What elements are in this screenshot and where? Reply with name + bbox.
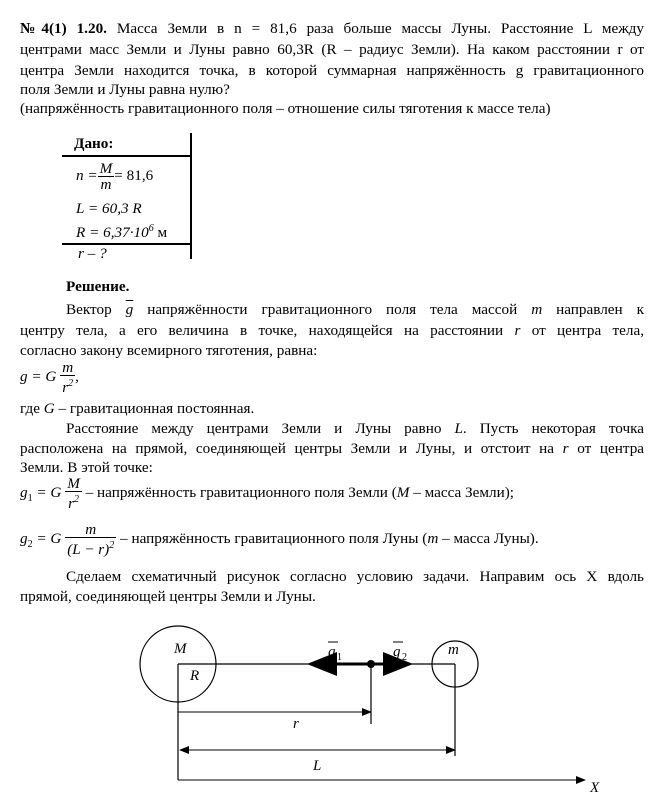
where-b: – гравитационная постоянная. <box>58 400 255 417</box>
f3-den: (L − r) <box>67 541 110 559</box>
zero-field-point <box>367 660 375 668</box>
p2-text-a: Расстояние между центрами Земли и Луны равно <box>66 420 442 437</box>
label-X: X <box>590 780 600 794</box>
p1-text-e: от центра тела, <box>531 322 645 339</box>
p2-text-c: расположена на прямой, соединяющей центры Земли и Луны, и отстоит на <box>20 440 555 457</box>
p2-text-b: . Пусть некоторая точка <box>462 420 644 437</box>
given-n <box>76 159 153 193</box>
label-M: M <box>174 641 187 657</box>
f2-lhs: g <box>20 484 28 502</box>
solution-p2-line1 <box>20 419 644 438</box>
f2-exp: 2 <box>73 494 79 505</box>
p1-r: r <box>514 322 521 339</box>
f2-M: M <box>396 484 410 502</box>
f3-m: m <box>427 530 439 547</box>
f3-num: m <box>85 520 97 538</box>
label-L: L <box>313 758 322 774</box>
f1-lhs: g = G <box>20 368 57 386</box>
f2-num: M <box>67 475 80 492</box>
p1-g-vector: $\overline{g}$ <box>125 301 134 318</box>
given-R-unit: м <box>157 224 168 242</box>
given-block <box>62 133 194 262</box>
label-g2-sub: 2 <box>402 652 407 663</box>
f1-exp: 2 <box>68 378 74 389</box>
where-G: G <box>43 400 55 417</box>
p1-text-b: напряжённости гравитационного поля тела массой <box>147 301 518 318</box>
f2-text-a: – напряжённость гравитационного поля Земли ( <box>85 484 397 502</box>
solution-p3-line2: прямой, соединяющей центры Земли и Луны. <box>20 588 316 605</box>
f3-sub: 2 <box>27 539 33 551</box>
f1-num: m <box>62 359 74 376</box>
formula-3 <box>20 520 539 564</box>
f3-text-a: – напряжённость гравитационного поля Луны ( <box>120 530 428 547</box>
f3-exp: 2 <box>109 539 115 551</box>
given-R <box>76 223 167 242</box>
where-line <box>20 399 644 418</box>
given-n-den: m <box>98 176 115 192</box>
given-R-exp: 6 <box>148 223 154 234</box>
p2-r: r <box>562 440 569 457</box>
given-n-lhs: n = <box>76 167 98 184</box>
f2-den: r <box>68 495 74 513</box>
formula-2 <box>20 476 514 516</box>
solution-p2-line3: Земли. В этой точке: <box>20 459 153 476</box>
formula-1 <box>20 360 79 395</box>
f2-eq: = G <box>36 484 62 502</box>
problem-line-5: (напряжённость гравитационного поля – отношение силы тяготения к массе тела) <box>20 100 551 117</box>
problem-text-1: Масса Земли в n = 81,6 раза больше массы Луны. Расстояние L между <box>116 20 645 37</box>
problem-line-4: поля Земли и Луны равна нулю? <box>20 81 230 98</box>
label-g2: g <box>393 644 401 660</box>
p1-text-c: направлен к <box>556 301 645 318</box>
f1-tail: , <box>75 368 79 386</box>
f1-den: r <box>62 379 69 397</box>
f2-sub: 1 <box>27 493 33 505</box>
f3-den-wrap <box>65 537 116 557</box>
given-title: Дано: <box>74 135 114 152</box>
f3-eq: = G <box>36 530 62 547</box>
where-a: где <box>20 400 40 417</box>
f2-den-wrap <box>65 491 82 511</box>
p1-text-a: Вектор <box>66 301 112 318</box>
problem-line-3: центра Земли находится точка, в которой суммарная напряжённость g гравитационного <box>20 62 644 79</box>
problem-line-1 <box>20 19 644 38</box>
solution-p1-line1 <box>20 300 644 319</box>
p2-L: L <box>454 420 463 437</box>
f3-text-b: – масса Луны). <box>442 530 539 547</box>
solution-p1-line2 <box>20 321 644 340</box>
f2-text-b: – масса Земли); <box>413 484 515 502</box>
label-r: r <box>293 716 299 732</box>
solution-title: Решение. <box>66 278 130 295</box>
label-g1: g <box>328 644 336 660</box>
problem-line-2: центрами масс Земли и Луны равно 60,3R (R – радиус Земли). На каком расстоянии r от <box>20 41 644 58</box>
p1-m: m <box>531 301 543 318</box>
diagram-figure <box>0 620 664 794</box>
given-underline <box>62 155 190 157</box>
label-m: m <box>448 642 459 658</box>
problem-number: №4(1) 1.20. <box>20 20 107 37</box>
f1-den-wrap <box>60 375 75 395</box>
given-divider <box>190 133 192 259</box>
solution-p2-line2 <box>20 439 644 458</box>
f3-lhs: g <box>20 530 28 547</box>
given-n-rhs: = 81,6 <box>114 167 154 184</box>
solution-p1-line3: согласно закону всемирного тяготения, равна: <box>20 342 318 359</box>
p2-text-d: от центра <box>577 440 645 457</box>
p1-text-d: центру тела, а его величина в точке, находящейся на расстоянии <box>20 322 504 339</box>
given-L: L = 60,3 R <box>76 200 142 217</box>
given-find: r – ? <box>78 245 107 262</box>
label-g1-sub: 1 <box>337 652 342 663</box>
solution-p3-line1: Сделаем схематичный рисунок согласно условию задачи. Направим ось X вдоль <box>66 568 644 585</box>
label-R: R <box>190 668 200 684</box>
given-n-num: M <box>99 160 113 178</box>
given-R-base: R = 6,37·10 <box>76 224 149 242</box>
